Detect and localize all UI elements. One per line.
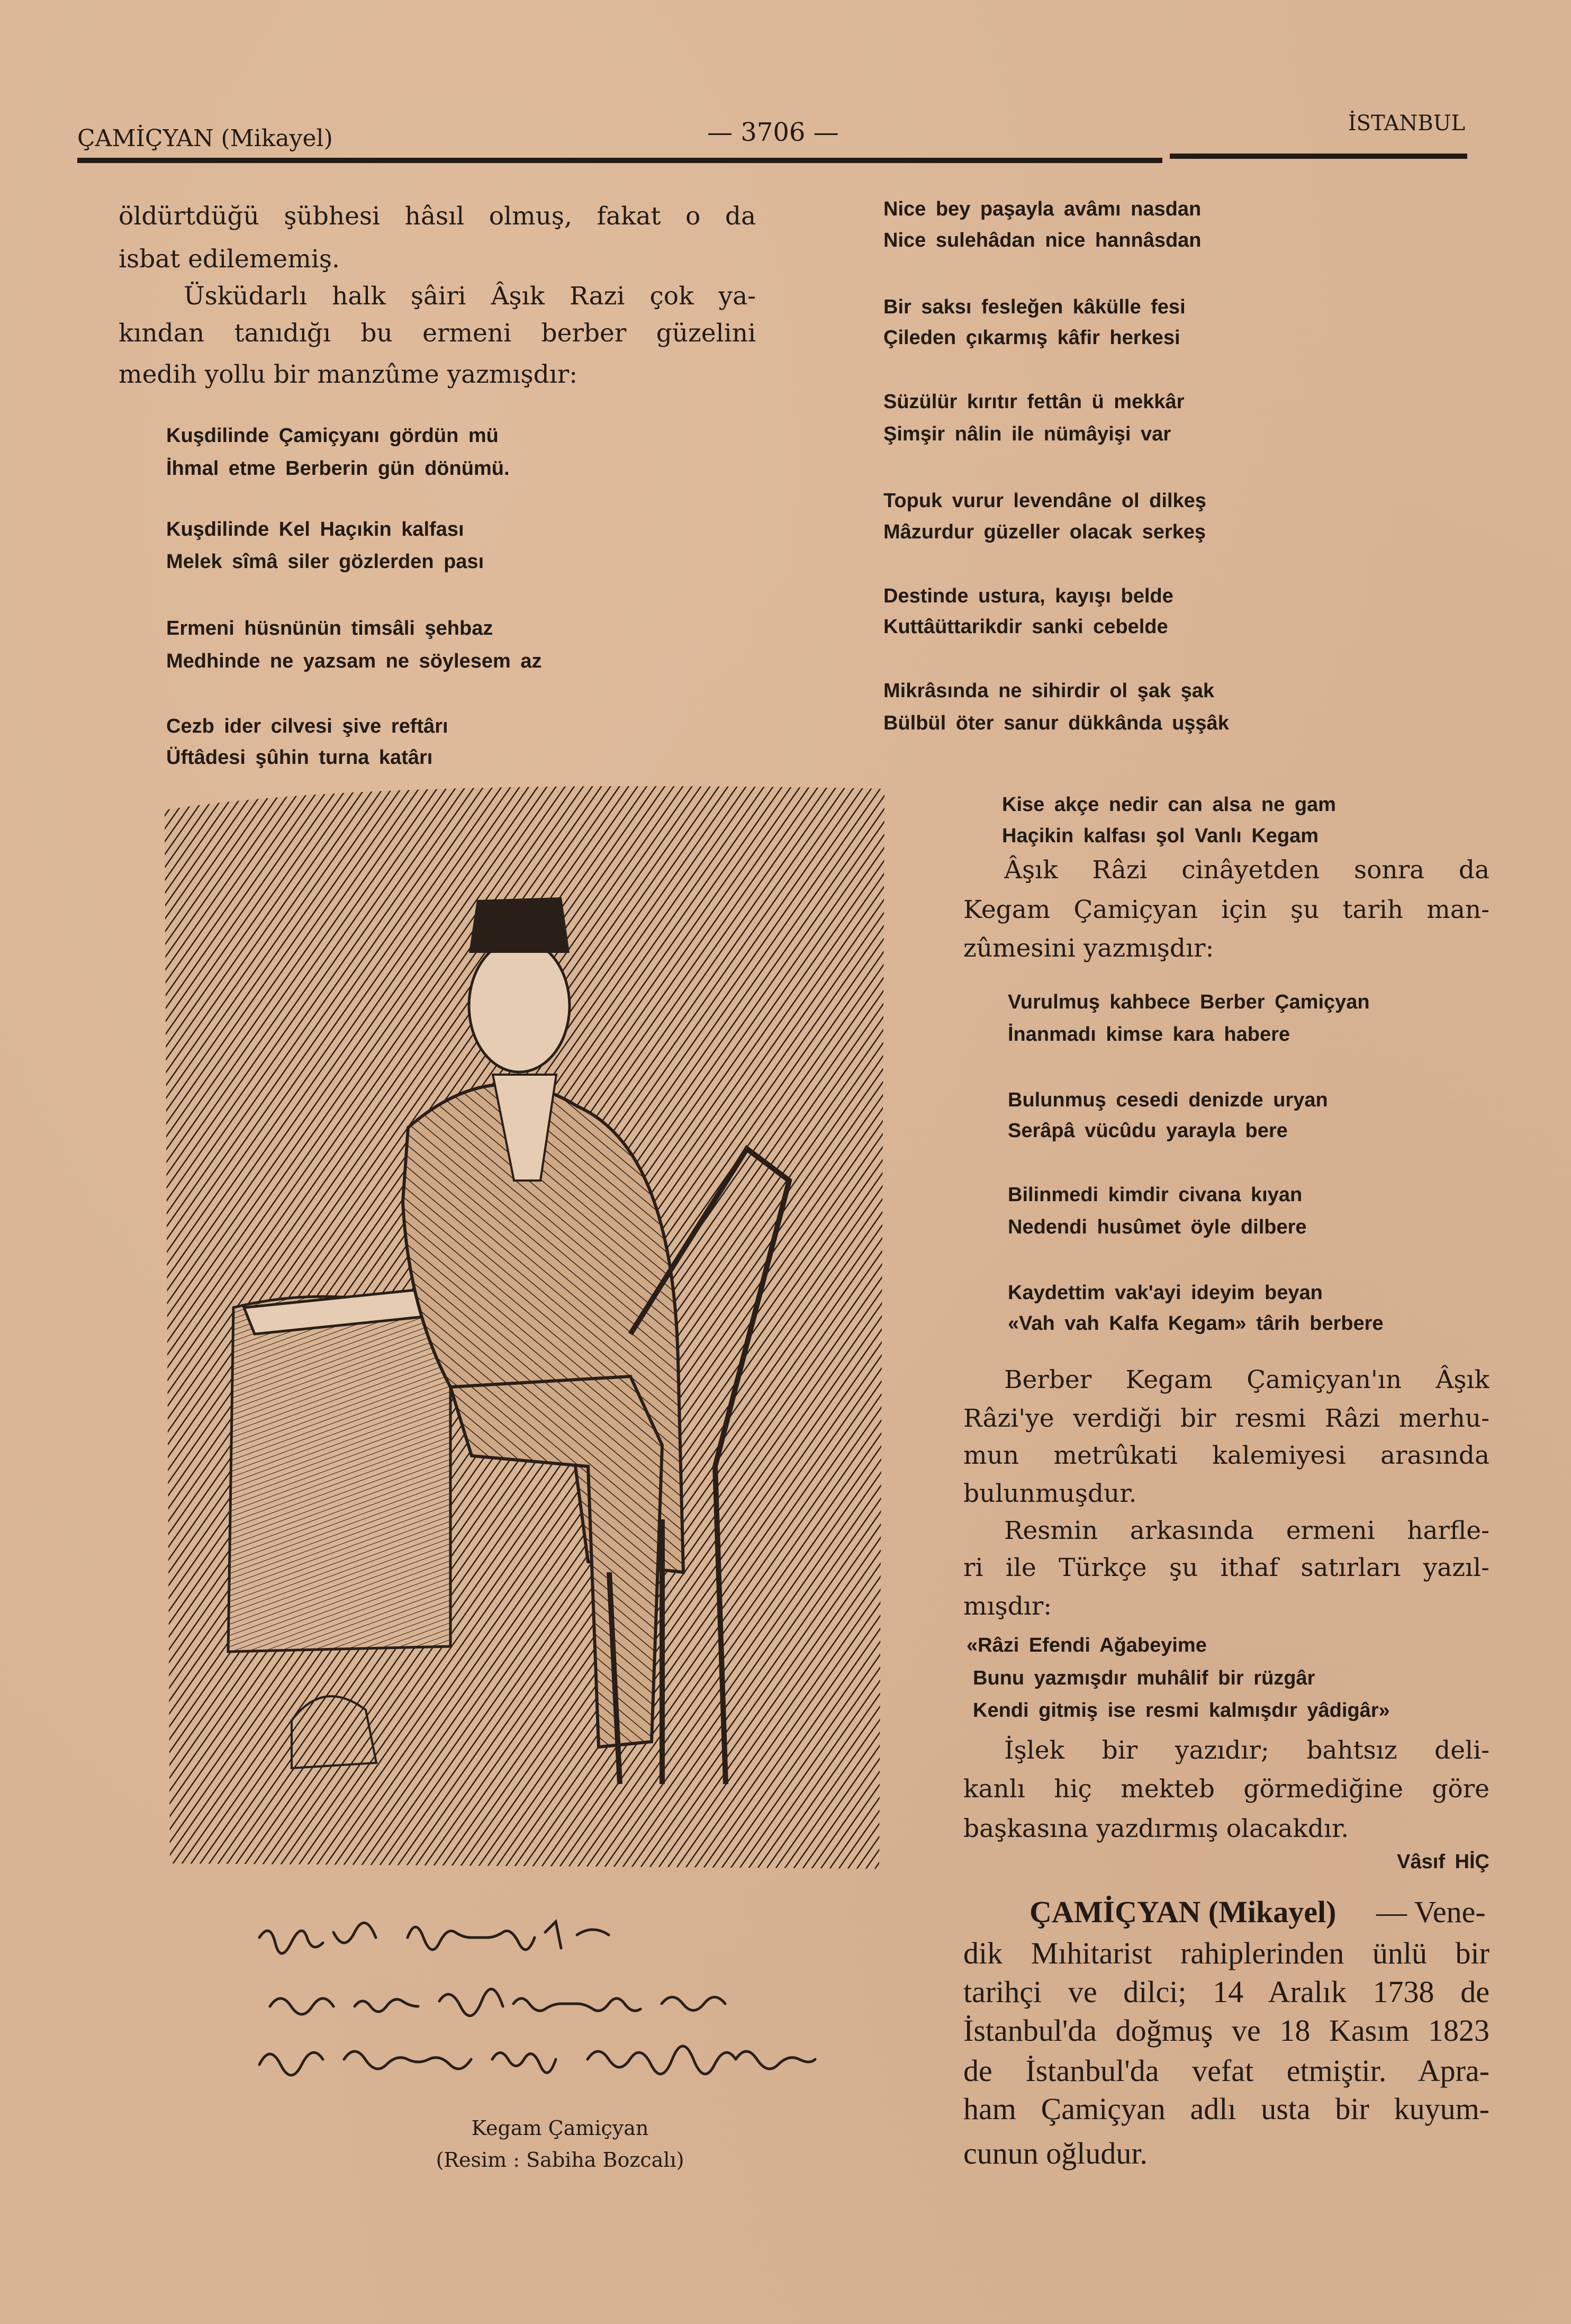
body-text-line: ri ile Türkçe şu ithaf satırları yazıl- (963, 1553, 1489, 1582)
body-text-line: Üsküdarlı halk şâiri Âşık Razi çok ya- (184, 282, 756, 311)
dedication-line: Kendi gitmiş ise resmi kalmışdır yâdigâr» (973, 1699, 1390, 1722)
poem-line: Süzülür kırıtır fettân ü mekkâr (883, 391, 1185, 413)
body-text-line: İşlek bir yazıdır; bahtsız deli- (1004, 1736, 1489, 1765)
table (228, 1296, 450, 1652)
entry-text-line: — Vene- (1376, 1895, 1486, 1929)
poem-line: İnanmadı kimse kara habere (1008, 1023, 1290, 1046)
running-head-section: İSTANBUL (1348, 111, 1465, 136)
poem-line: Kuşdilinde Kel Haçıkin kalfası (166, 518, 464, 541)
body-text-line: zûmesini yazmışdır: (963, 934, 1214, 963)
face (469, 940, 570, 1072)
running-head-entry: ÇAMİÇYAN (Mikayel) (77, 125, 333, 152)
poem-line: Nice bey paşayla avâmı nasdan (883, 198, 1202, 220)
poem-line: Destinde ustura, kayışı belde (883, 585, 1173, 607)
illustration-credit: (Resim : Sabiha Bozcalı) (436, 2148, 684, 2172)
poem-line: Bir saksı fesleğen kâkülle fesi (883, 296, 1186, 318)
body-text-line: mun metrûkati kalemiyesi arasında (963, 1441, 1489, 1470)
header-rule (77, 158, 1162, 163)
entry-text-line: dik Mıhitarist rahiplerinden ünlü bir (963, 1936, 1489, 1970)
portrait-illustration (154, 778, 889, 1875)
poem-line: Kaydettim vak'ayi ideyim beyan (1008, 1282, 1323, 1304)
body-text-line: kından tanıdığı bu ermeni berber güzelini (119, 319, 756, 348)
page-number: — 3706 — (707, 118, 839, 147)
poem-line: Kuşdilinde Çamiçyanı gördün mü (166, 425, 499, 447)
poem-line: Bilinmedi kimdir civana kıyan (1008, 1184, 1303, 1206)
body-text-line: başkasına yazdırmış olacakdır. (963, 1814, 1349, 1843)
poem-line: Vurulmuş kahbece Berber Çamiçyan (1008, 991, 1370, 1013)
body-text-line: Kegam Çamiçyan için şu tarih man- (963, 895, 1489, 924)
fez (469, 897, 570, 953)
poem-line: Topuk vurur levendâne ol dilkeş (883, 490, 1206, 512)
poem-line: Melek sîmâ siler gözlerden pası (166, 551, 484, 573)
poem-line: Üftâdesi şûhin turna katârı (166, 746, 433, 769)
poem-line: Mâzurdur güzeller olacak serkeş (883, 521, 1206, 543)
poem-line: Haçikin kalfası şol Vanlı Kegam (1002, 825, 1319, 847)
armenian-handwritten-inscription (249, 1916, 852, 2091)
poem-line: Kuttâüttarikdir sanki cebelde (883, 616, 1168, 638)
body-text-line: bulunmuşdur. (963, 1479, 1137, 1508)
header-rule-right (1170, 154, 1467, 159)
poem-line: Kise akçe nedir can alsa ne gam (1002, 794, 1336, 816)
body-text-line: mışdır: (963, 1592, 1052, 1621)
entry-text-line: de İstanbul'da vefat etmiştir. Apra- (963, 2053, 1489, 2088)
poem-line: «Vah vah Kalfa Kegam» târih berbere (1008, 1312, 1384, 1335)
poem-line: Cezb ider cilvesi şive reftârı (166, 715, 448, 737)
entry-text-line: tarihçi ve dilci; 14 Aralık 1738 de (963, 1975, 1489, 2009)
poem-line: Mikrâsında ne sihirdir ol şak şak (883, 680, 1215, 702)
poem-line: Çileden çıkarmış kâfir herkesi (883, 327, 1180, 349)
poem-line: Nice sulehâdan nice hannâsdan (883, 229, 1202, 251)
poem-line: Nedendi husûmet öyle dilbere (1008, 1216, 1307, 1238)
body-text-line: kanlı hiç mekteb görmediğine göre (963, 1774, 1489, 1804)
poem-line: Ermeni hüsnünün timsâli şehbaz (166, 617, 493, 639)
poem-line: Bulunmuş cesedi denizde uryan (1008, 1089, 1328, 1111)
dedication-line: «Râzi Efendi Ağabeyime (967, 1634, 1207, 1656)
entry-text-line: ham Çamiçyan adlı usta bir kuyum- (963, 2092, 1489, 2126)
cat (292, 1696, 376, 1768)
illustration-caption: Kegam Çamiçyan (471, 2116, 649, 2140)
poem-line: Şimşir nâlin ile nümâyişi var (883, 423, 1171, 445)
poem-line: Bülbül öter sanur dükkânda uşşâk (883, 712, 1229, 734)
body-text-line: medih yollu bir manzûme yazmışdır: (119, 360, 578, 389)
poem-line: Medhinde ne yazsam ne söylesem az (166, 650, 542, 672)
poem-line: İhmal etme Berberin gün dönümü. (166, 457, 510, 480)
body-text-line: Resmin arkasında ermeni harfle- (1004, 1516, 1489, 1545)
poem-line: Serâpâ vücûdu yarayla bere (1008, 1120, 1288, 1142)
body-text-line: Râzi'ye verdiği bir resmi Râzi merhu- (963, 1404, 1489, 1433)
entry-text-line: İstanbul'da doğmuş ve 18 Kasım 1823 (963, 2013, 1489, 2048)
body-text-line: öldürtdüğü şübhesi hâsıl olmuş, fakat o da (119, 202, 756, 231)
dedication-line: Bunu yazmışdır muhâlif bir rüzgâr (973, 1667, 1315, 1689)
body-text-line: Âşık Râzi cinâyetden sonra da (1004, 855, 1489, 885)
entry-headword: ÇAMİÇYAN (Mikayel) (1030, 1895, 1337, 1929)
author-signature: Vâsıf HİÇ (1397, 1851, 1489, 1873)
body-text-line: isbat edilememiş. (119, 245, 340, 274)
entry-text-line: cunun oğludur. (963, 2136, 1148, 2170)
body-text-line: Berber Kegam Çamiçyan'ın Âşık (1004, 1365, 1489, 1394)
